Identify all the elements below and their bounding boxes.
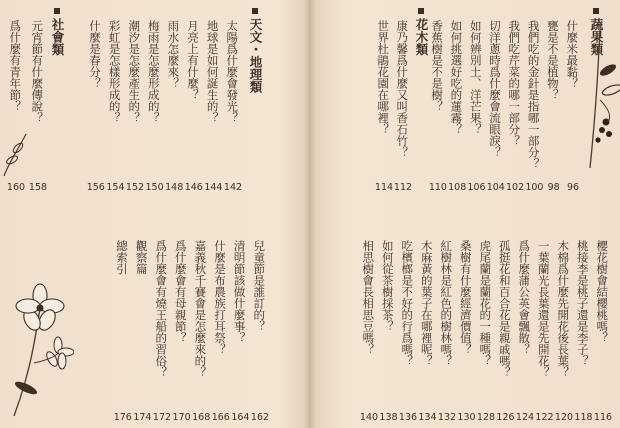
toc-entry-page: 98 [547, 182, 560, 193]
toc-entry-page: 124 [515, 412, 535, 423]
flower-illustration-icon [4, 268, 74, 418]
toc-entry-title[interactable]: 木麻黃的葉子在哪裡呢？ [419, 240, 434, 367]
toc-entry-page: 162 [250, 412, 270, 423]
section-header-fruits_vegetables: 蔬果類 [589, 18, 604, 56]
toc-entry-title[interactable]: 潮汐是怎麼產生的？ [127, 20, 142, 124]
section-header-society: 社會類 [50, 18, 65, 56]
section-marker [418, 8, 424, 14]
toc-entry-title[interactable]: 月亮上有什麼？ [186, 20, 200, 101]
vegetable-illustration-icon [578, 30, 620, 170]
toc-entry-title[interactable]: 什麼米最黏？ [565, 20, 580, 89]
toc-entry-title[interactable]: 如何辨別土、洋芒果？ [468, 20, 483, 135]
toc-entry-page: 158 [28, 182, 48, 193]
toc-entry-title[interactable]: 虎尾蘭是蘭花的一種嗎？ [478, 240, 493, 367]
toc-entry-page: 138 [379, 412, 398, 423]
toc-entry-title[interactable]: 切洋蔥時爲什麼會流眼淚？ [488, 20, 502, 158]
toc-entry-page: 168 [192, 412, 211, 423]
toc-entry-page: 170 [172, 412, 191, 423]
toc-entry-page: 144 [204, 182, 223, 193]
toc-entry-title[interactable]: 兒童節是誰訂的？ [252, 240, 267, 332]
toc-entry-title[interactable]: 總索引 [115, 240, 129, 275]
toc-entry-title[interactable]: 元宵節有什麼傳說？ [30, 20, 45, 124]
toc-entry-page: 160 [6, 182, 26, 193]
toc-entry-title[interactable]: 觀察篇 [134, 240, 149, 275]
toc-entry-title[interactable]: 爲什麼會有母親節？ [173, 240, 188, 344]
leaf-sprig-icon [0, 130, 30, 178]
toc-entry-page: 140 [359, 412, 379, 423]
toc-entry-title[interactable]: 彩虹是怎樣形成的？ [107, 20, 122, 124]
toc-entry-title[interactable]: 紅樹林是紅色的樹林嗎？ [439, 240, 454, 367]
section-header-flowers_trees: 花木類 [414, 18, 429, 56]
toc-entry-title[interactable]: 嘉義秋千賽會是怎麼來的？ [193, 240, 208, 378]
toc-entry-page: 156 [86, 182, 105, 193]
toc-entry-page: 122 [535, 412, 554, 423]
toc-entry-page: 118 [574, 412, 593, 423]
toc-entry-title[interactable]: 太陽爲什麼會發光？ [225, 20, 240, 124]
toc-entry-title[interactable]: 什麼是布農族打耳祭？ [213, 240, 227, 355]
toc-entry-title[interactable]: 一葉蘭光長葉還是先開花？ [536, 240, 551, 378]
toc-entry-title[interactable]: 甕是不是植物？ [545, 20, 560, 101]
toc-entry-page: 96 [566, 182, 580, 193]
toc-entry-page: 154 [106, 182, 125, 193]
toc-entry-title[interactable]: 康乃馨爲什麼又叫香石竹？ [395, 20, 410, 158]
section-header-astronomy_geography: 天文・地理類 [248, 18, 263, 93]
toc-entry-page: 108 [448, 182, 467, 193]
toc-entry-page: 148 [165, 182, 184, 193]
toc-entry-title[interactable]: 雨水怎麼來？ [166, 20, 181, 89]
toc-entry-title[interactable]: 相思樹會長相思豆嗎？ [361, 240, 376, 355]
toc-entry-page: 152 [125, 182, 145, 193]
toc-entry-page: 120 [554, 412, 574, 423]
toc-entry-title[interactable]: 爲什麼會有燒王船的習俗？ [154, 240, 169, 378]
toc-entry-title[interactable]: 香蕉樹是不是樹？ [430, 20, 445, 112]
toc-entry-title[interactable]: 世界杜鵑花園在哪裡？ [376, 20, 391, 135]
toc-entry-title[interactable]: 如何挑選好吃的蓮霧？ [449, 20, 464, 135]
toc-entry-title[interactable]: 孤挺花和百合花是親戚嗎？ [497, 240, 512, 378]
toc-entry-title[interactable]: 梅雨是怎麼形成的？ [146, 20, 161, 124]
toc-entry-title[interactable]: 桃接李是桃子還是李子？ [575, 240, 590, 367]
toc-entry-title[interactable]: 爲什麼蒲公英會飄散？ [517, 240, 532, 355]
toc-entry-title[interactable]: 地球是如何誕生的？ [205, 20, 220, 124]
toc-entry-title[interactable]: 木棉爲什麼先開花後長葉？ [556, 240, 571, 378]
toc-entry-title[interactable]: 桑樹有什麼經濟價值？ [458, 240, 473, 355]
toc-entry-page: 172 [152, 412, 172, 423]
toc-entry-title[interactable]: 我們吃芹菜的哪一部分？ [507, 20, 522, 147]
toc-entry-page: 176 [113, 412, 132, 423]
toc-entry-title[interactable]: 吃檳榔是不好的行爲嗎？ [400, 240, 415, 367]
toc-entry-title[interactable]: 如何從茶樹採茶？ [380, 240, 395, 332]
toc-entry-title[interactable]: 爲什麼有青年節？ [8, 20, 23, 112]
toc-entry-title[interactable]: 清明節該做什麼事？ [232, 240, 247, 344]
toc-entry-page: 174 [133, 412, 152, 423]
section-marker [252, 8, 258, 14]
toc-entry-page: 112 [393, 182, 413, 193]
section-marker [593, 8, 599, 14]
toc-entry-title[interactable]: 我們吃的金針是指哪一部分？ [526, 20, 541, 170]
toc-entry-page: 126 [496, 412, 515, 423]
toc-entry-page: 134 [418, 412, 437, 423]
toc-entry-title[interactable]: 櫻花樹會結櫻桃嗎？ [595, 240, 610, 344]
toc-entry-page: 128 [476, 412, 496, 423]
toc-entry-page: 166 [211, 412, 230, 423]
toc-entry-page: 110 [428, 182, 447, 193]
toc-entry-page: 102 [506, 182, 525, 193]
toc-entry-page: 164 [231, 412, 250, 423]
toc-entry-page: 146 [184, 182, 203, 193]
toc-entry-page: 132 [437, 412, 457, 423]
toc-entry-page: 104 [486, 182, 505, 193]
toc-entry-page: 150 [145, 182, 164, 193]
toc-entry-page: 130 [457, 412, 476, 423]
toc-entry-page: 100 [525, 182, 544, 193]
toc-entry-title[interactable]: 什麼是春分？ [88, 20, 102, 89]
toc-entry-page: 142 [223, 182, 243, 193]
toc-entry-page: 106 [467, 182, 486, 193]
section-marker [54, 8, 60, 14]
toc-entry-page: 116 [593, 412, 613, 423]
toc-entry-page: 114 [374, 182, 394, 193]
toc-entry-page: 136 [398, 412, 418, 423]
